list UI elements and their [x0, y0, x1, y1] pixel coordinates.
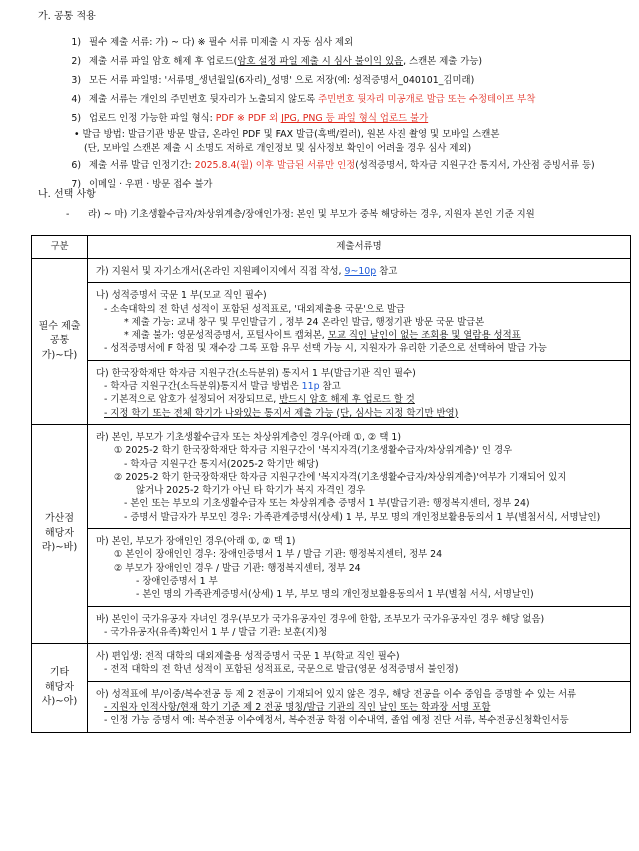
category-cell — [32, 424, 88, 643]
item-text — [89, 160, 595, 172]
document-line — [96, 650, 622, 663]
issue-method-line: • 발급 방법: 발급기관 방문 발급, 온라인 PDF 및 FAX 발급(흑백/컬러), 원본 사진 촬영 및 모바일 스캔본 — [74, 129, 500, 140]
item-number: 7) — [71, 179, 81, 191]
text-segment: - 소속대학의 전 학년 성적이 포함된 성적표로, '대외제출용 국문'으로 발급 — [104, 303, 405, 315]
table-row — [32, 644, 631, 732]
item-number: 3) — [71, 75, 81, 87]
text-segment: 제출 서류 파일 암호 해제 후 업로드( — [89, 56, 238, 68]
table-row — [32, 424, 631, 643]
optional-dash: - — [66, 209, 70, 220]
common-list-item — [54, 72, 634, 91]
text-segment: 바) 본인이 국가유공자 자녀인 경우(부모가 국가유공자인 경우에 한함, 조부모가 국가유공자인 경우 해당 없음) — [96, 613, 545, 625]
text-segment: - 학자금 지원구간 통지서(2025-2 학기만 해당) — [124, 458, 319, 470]
text-segment: 업로드 인정 가능한 파일 형식: — [89, 113, 216, 125]
text-segment: (성적증명서, 학자금 지원구간 통지서, 가산점 증빙서류 등) — [355, 160, 595, 172]
text-segment: 아) 성적표에 부/이중/복수전공 등 제 2 전공이 기재되어 있지 않은 경우, 해당 전공을 이수 중임을 증명할 수 있는 서류 — [96, 688, 577, 700]
issue-method-note: (단, 모바일 스캔본 제출 시 소명도 저하로 개인정보 및 심사정보 확인이 어려울 경우 심사 제외) — [84, 143, 472, 154]
text-segment: 참고 — [319, 381, 341, 393]
optional-text: 라) ~ 마) 기초생활수급자/차상위계층/장애인가정: 본인 및 부모가 중복 해당하는 경우, 지원자 본인 기준 지원 — [88, 209, 535, 220]
document-block — [88, 283, 630, 360]
item-text — [89, 75, 474, 87]
category-line: 가산점 — [45, 513, 74, 525]
common-list-item — [54, 157, 634, 176]
document-line — [96, 626, 622, 639]
text-segment: 가) 지원서 및 자기소개서(온라인 지원페이지에서 직접 작성, — [96, 266, 345, 277]
text-segment: ① 본인이 장애인인 경우: 장애인증명서 1 부 / 발급 기관: 행정복지센터, 정부 24 — [114, 549, 443, 561]
common-list-item — [54, 34, 634, 53]
item-text — [89, 56, 482, 68]
document-line — [96, 714, 622, 727]
document-line — [96, 511, 622, 524]
common-list-item — [54, 91, 634, 110]
text-segment: 반드시 암호 해제 후 업로드 할 것 — [279, 394, 415, 406]
category-line: 공통 — [49, 335, 70, 347]
category-line: 사)~아) — [41, 696, 78, 708]
document-line — [96, 380, 622, 393]
document-block — [88, 361, 630, 424]
header-docs: 제출서류명 — [88, 236, 631, 259]
documents-cell — [88, 644, 631, 732]
text-segment: - 본인 또는 부모의 기초생활수급자 또는 차상위계층 증명서 1 부(발급기관: 행정복지센터, 정부 24) — [124, 498, 530, 510]
document-block — [88, 529, 630, 606]
text-segment: - 장애인증명서 1 부 — [136, 575, 218, 587]
text-segment: PDF ※ PDF 외 — [215, 113, 282, 125]
document-line — [96, 265, 622, 278]
text-segment: - 성적증명서에 F 학점 및 재수강 그록 포함 유무 선택 가능 시, 지원자가 유리한 기준으로 선택하여 발급 가능 — [104, 343, 547, 355]
document-line — [96, 444, 622, 457]
documents-cell — [88, 424, 631, 643]
text-segment: - 국가유공자(유족)확인서 1 부 / 발급 기관: 보훈(지)청 — [104, 626, 328, 638]
document-line — [96, 329, 622, 342]
document-block — [88, 607, 630, 644]
text-segment: 9~10p — [344, 266, 377, 277]
text-segment: ② 2025-2 학기 한국장학재단 학자금 지원구간에 '복지자격(기초생활수급자/차상위계층)'여부가 기재되어 있지 — [114, 471, 567, 483]
document-block — [88, 425, 630, 529]
item-text — [89, 113, 428, 125]
item-text — [89, 179, 212, 191]
document-line — [96, 562, 622, 575]
text-segment: - 본인 명의 가족관계증명서(상세) 1 부, 부모 명의 개인정보활용동의서 1 부(별첨 서식, 서명날인) — [136, 589, 534, 601]
common-list — [54, 34, 634, 195]
document-line — [96, 613, 622, 626]
document-line — [96, 484, 622, 497]
item-number: 1) — [71, 37, 81, 49]
document-line — [96, 497, 622, 510]
text-segment: 다) 한국장학재단 학자금 지원구간(소득분위) 통지서 1 부(발급기관 직인 필수) — [96, 367, 416, 379]
item-text — [89, 37, 353, 49]
text-segment: 이메일 · 우편 · 방문 접수 불가 — [89, 179, 213, 191]
text-segment: - 지원자 인적사항/현재 학기 기준 제 2 전공 명칭/발급 기관의 직인 날인 또는 학과장 서명 포함 — [104, 702, 491, 714]
category-line: 해당자 — [45, 681, 74, 693]
text-segment: 2025.8.4(월) 이후 발급된 서류만 인정 — [194, 160, 356, 172]
common-list-item — [54, 110, 634, 129]
header-category: 구분 — [32, 236, 88, 259]
item-number: 4) — [71, 94, 81, 106]
category-line: 기타 — [49, 667, 70, 679]
category-line: 가)~다) — [41, 349, 78, 361]
text-segment: - 증명서 발급자가 부모인 경우: 가족관계증명서(상세) 1 부, 부모 명의 개인정보활용동의서 1 부(별첨서식, 서명날인) — [124, 511, 601, 523]
document-line — [96, 688, 622, 701]
text-segment: 11p — [301, 381, 320, 393]
document-line — [96, 393, 622, 406]
category-line: 라)~바) — [41, 542, 78, 554]
table-row — [32, 259, 631, 425]
document-line — [96, 471, 622, 484]
text-segment: 모든 서류 파일명: '서류명_생년월일(6자리)_성명' 으로 저장(예: 성적증명서_040101_김미래) — [89, 75, 475, 87]
item-text — [89, 94, 535, 106]
document-line — [96, 588, 622, 601]
text-segment: 제출 서류 발급 인정기간: — [89, 160, 195, 172]
text-segment: 참고 — [376, 266, 398, 277]
document-line — [96, 701, 622, 714]
text-segment: JPG, PNG 등 파일 형식 업로드 불가 — [281, 113, 429, 125]
text-segment: 마) 본인, 부모가 장애인인 경우(아래 ①, ② 택 1) — [96, 536, 296, 548]
document-line — [96, 303, 622, 316]
text-segment: 라) 본인, 부모가 기초생활수급자 또는 차상위계층인 경우(아래 ①, ② 택 1) — [96, 431, 401, 443]
text-segment: - 기본적으로 암호가 설정되어 저장되므로, — [104, 394, 280, 406]
text-segment: 필수 제출 서류: 가) ~ 다) ※ 필수 서류 미제출 시 자동 심사 제외 — [89, 37, 354, 49]
text-segment: 암호 설정 파일 제출 시 심사 불이익 있음 — [237, 56, 404, 68]
text-segment: ① 2025-2 학기 한국장학재단 학자금 지원구간이 '복지자격(기초생활수급자/차상위계층)' 인 경우 — [114, 445, 513, 457]
document-line — [96, 663, 622, 676]
text-segment: - 학자금 지원구간(소득분위)통지서 발급 방법은 — [104, 381, 302, 393]
section-optional-heading: 나. 선택 사항 — [38, 189, 96, 200]
section-common-heading: 가. 공통 적용 — [38, 11, 96, 22]
text-segment: ② 부모가 장애인인 경우 / 발급 기관: 행정복지센터, 정부 24 — [114, 562, 361, 574]
item-number: 6) — [71, 160, 81, 172]
required-documents-table — [31, 235, 631, 733]
text-segment: 사) 편입생: 전적 대학의 대외제출용 성적증명서 국문 1 부(학교 직인 필수) — [96, 651, 400, 663]
text-segment: - 전적 대학의 전 학년 성적이 포함된 성적표로, 국문으로 발급(영문 성적증명서 불인정) — [104, 664, 459, 676]
document-line — [96, 316, 622, 329]
document-block — [88, 644, 630, 682]
document-line — [96, 367, 622, 380]
text-segment: - 지정 학기 또는 전체 학기가 나와있는 통지서 제출 가능 (단, 심사는 지정 학기만 반영) — [104, 407, 459, 419]
category-line: 필수 제출 — [38, 320, 81, 332]
text-segment: 주민번호 뒷자리 미공개로 발급 또는 수정테이프 부착 — [318, 94, 536, 106]
document-line — [96, 407, 622, 420]
text-segment: 않거나 2025-2 학기가 아닌 타 학기가 복지 자격인 경우 — [136, 485, 366, 497]
document-line — [96, 548, 622, 561]
document-line — [96, 575, 622, 588]
category-line: 해당자 — [45, 527, 74, 539]
document-block — [88, 259, 630, 283]
document-line — [96, 458, 622, 471]
text-segment: 모교 직인 날인이 없는 조회용 및 열람용 성적표 — [327, 330, 521, 342]
document-line — [96, 431, 622, 444]
text-segment: 나) 성적증명서 국문 1 부(모교 직인 필수) — [96, 290, 267, 302]
document-line — [96, 342, 622, 355]
document-line — [96, 289, 622, 302]
text-segment: * 제출 가능: 교내 창구 및 무인발급기 , 정부 24 온라인 발급, 행정기관 방문 국문 발급본 — [124, 316, 485, 328]
category-cell — [32, 644, 88, 732]
item-number: 2) — [71, 56, 81, 68]
text-segment: , 스캔본 제출 가능) — [403, 56, 483, 68]
common-list-item — [54, 53, 634, 72]
text-segment: 제출 서류는 개인의 주민번호 뒷자리가 노출되지 않도록 — [89, 94, 319, 106]
item-number: 5) — [71, 113, 81, 125]
document-line — [96, 535, 622, 548]
documents-cell — [88, 259, 631, 425]
document-block — [88, 682, 630, 732]
text-segment: * 제출 불가: 영문성적증명서, 포털사이트 캡쳐본, — [124, 330, 328, 342]
common-list-item — [54, 176, 634, 195]
category-cell — [32, 259, 88, 425]
text-segment: - 인정 가능 증명서 예: 복수전공 이수예정서, 복수전공 학점 이수내역, 졸업 예정 진단 서류, 복수전공신청확인서등 — [104, 715, 569, 727]
optional-line — [66, 209, 535, 221]
